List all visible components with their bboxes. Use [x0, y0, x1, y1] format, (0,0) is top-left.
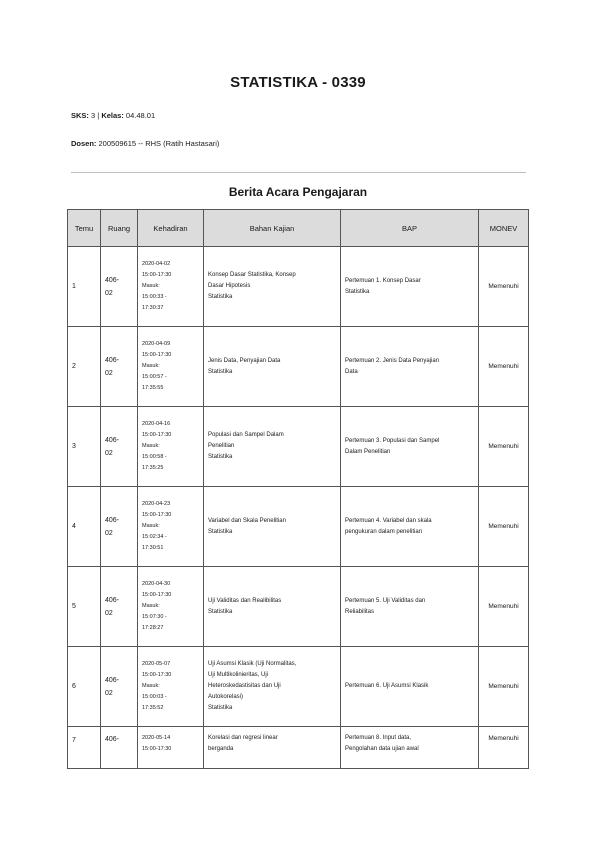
kehadiran-cell-line: 2020-04-16: [142, 421, 171, 427]
monev-cell: Memenuhi: [479, 247, 529, 327]
kehadiran-cell-line: Masuk:: [142, 363, 160, 369]
table-row: [68, 407, 529, 487]
kehadiran-cell-line: 2020-04-09: [142, 341, 171, 347]
kehadiran-cell: [138, 647, 204, 727]
ruang-cell: [101, 647, 138, 727]
bap-cell-line: Pertemuan 4. Variabel dan skala: [345, 517, 432, 524]
monev-cell: Memenuhi: [479, 327, 529, 407]
kehadiran-cell-line: 15:00-17:30: [142, 512, 172, 518]
course-title: STATISTIKA - 0339: [230, 74, 366, 91]
bahan-kajian-cell-line: berganda: [208, 746, 234, 752]
monev-cell: Memenuhi: [479, 647, 529, 727]
kehadiran-cell: [138, 247, 204, 327]
kehadiran-cell-line: 15:00:03 -: [142, 694, 167, 700]
bap-cell-line: pengukuran dalam penelitian: [345, 528, 423, 535]
bap-cell-line: Reliabilitas: [345, 608, 375, 615]
temu-cell: 3: [68, 407, 101, 487]
ruang-cell: [101, 487, 138, 567]
ruang-cell-line: 02: [105, 609, 113, 617]
kehadiran-cell-line: 17:35:25: [142, 465, 164, 471]
ruang-cell-line: 406-: [105, 356, 120, 364]
temu-cell: 7: [68, 727, 101, 769]
column-header-kehadiran: Kehadiran: [138, 210, 204, 247]
ruang-cell-line: 02: [105, 289, 113, 297]
kehadiran-cell-line: 17:28:27: [142, 625, 164, 631]
sks-label: SKS:: [71, 111, 89, 120]
ruang-cell-line: 02: [105, 689, 113, 697]
column-header-ruang: Ruang: [101, 210, 138, 247]
bap-cell: [341, 247, 479, 327]
bahan-kajian-cell-line: Autokorelasi): [208, 694, 244, 700]
attendance-table: [67, 209, 529, 769]
column-header-temu: Temu: [68, 210, 101, 247]
table-row: [68, 247, 529, 327]
temu-cell: 4: [68, 487, 101, 567]
kehadiran-cell-line: 15:02:34 -: [142, 534, 167, 540]
bap-cell-line: Pertemuan 3. Populasi dan Sampel: [345, 437, 440, 444]
kehadiran-cell-line: 15:00-17:30: [142, 672, 172, 678]
bahan-kajian-cell-line: Konsep Dasar Statistika, Konsep: [208, 272, 296, 278]
bahan-kajian-cell: [204, 487, 341, 567]
kehadiran-cell: [138, 567, 204, 647]
ruang-cell: [101, 407, 138, 487]
kehadiran-cell-line: 15:07:30 -: [142, 614, 167, 620]
column-header-bahan-kajian: Bahan Kajian: [204, 210, 341, 247]
kehadiran-cell-line: Masuk:: [142, 443, 160, 449]
dosen-label: Dosen:: [71, 139, 97, 148]
kehadiran-cell-line: 2020-04-30: [142, 581, 171, 587]
table-row: [68, 567, 529, 647]
bahan-kajian-cell: [204, 407, 341, 487]
bap-cell-line: Pertemuan 5. Uji Validitas dan: [345, 597, 426, 604]
temu-cell: 6: [68, 647, 101, 727]
kehadiran-cell-line: 15:00:58 -: [142, 454, 167, 460]
ruang-cell-line: 02: [105, 529, 113, 537]
kehadiran-cell-line: 15:00:33 -: [142, 294, 167, 300]
bap-cell-line: Data: [345, 368, 358, 375]
table-header-row: [68, 210, 529, 247]
ruang-cell: [101, 727, 138, 769]
bahan-kajian-cell: [204, 727, 341, 769]
ruang-cell: [101, 247, 138, 327]
kehadiran-cell-line: 15:00-17:30: [142, 592, 172, 598]
kehadiran-cell-line: 15:00-17:30: [142, 272, 172, 278]
course-info: [71, 111, 155, 120]
table-row: [68, 727, 529, 769]
temu-cell: 5: [68, 567, 101, 647]
kehadiran-cell-line: Masuk:: [142, 523, 160, 529]
ruang-cell-line: 02: [105, 449, 113, 457]
bahan-kajian-cell-line: Statistika: [208, 454, 233, 460]
section-title: Berita Acara Pengajaran: [228, 185, 368, 199]
kehadiran-cell: [138, 487, 204, 567]
monev-cell: Memenuhi: [479, 407, 529, 487]
bahan-kajian-cell-line: Uji Multikolinieritas, Uji: [208, 672, 269, 678]
kehadiran-cell: [138, 727, 204, 769]
bap-cell-line: Pertemuan 2. Jenis Data Penyajian: [345, 357, 440, 364]
bahan-kajian-cell: [204, 327, 341, 407]
dosen-value: 200509615 -- RHS (Ratih Hastasari): [98, 139, 220, 148]
bap-cell: [341, 487, 479, 567]
temu-cell: 2: [68, 327, 101, 407]
bahan-kajian-cell: [204, 567, 341, 647]
kehadiran-cell-line: 17:35:55: [142, 385, 164, 391]
kehadiran-cell: [138, 407, 204, 487]
kehadiran-cell-line: 15:00:57 -: [142, 374, 167, 380]
table-row: [68, 487, 529, 567]
kehadiran-cell-line: 2020-04-23: [142, 501, 171, 507]
bap-cell: [341, 567, 479, 647]
monev-cell: Memenuhi: [479, 727, 529, 769]
bap-cell-line: Dalam Penelitian: [345, 448, 391, 455]
kehadiran-cell-line: 2020-04-02: [142, 261, 171, 267]
ruang-cell: [101, 327, 138, 407]
bahan-kajian-cell-line: Dasar Hipotesis: [208, 283, 251, 289]
column-header-bap: BAP: [341, 210, 479, 247]
table-row: [68, 647, 529, 727]
kehadiran-cell-line: 2020-05-14: [142, 735, 171, 741]
temu-cell: 1: [68, 247, 101, 327]
bap-cell-line: Pertemuan 1. Konsep Dasar: [345, 277, 421, 284]
bap-cell: [341, 407, 479, 487]
kelas-value: 04.48.01: [125, 111, 156, 120]
bahan-kajian-cell-line: Populasi dan Sampel Dalam: [208, 432, 284, 438]
bahan-kajian-cell-line: Penelitian: [208, 443, 235, 449]
bap-cell: [341, 647, 479, 727]
kehadiran-cell-line: 17:30:37: [142, 305, 164, 311]
monev-cell: Memenuhi: [479, 567, 529, 647]
bahan-kajian-cell-line: Statistika: [208, 368, 233, 375]
bap-cell-line: Pertemuan 6. Uji Asumsi Klasik: [345, 683, 429, 689]
kehadiran-cell-line: 17:30:51: [142, 545, 164, 551]
bahan-kajian-cell-line: Statistika: [208, 528, 233, 535]
bahan-kajian-cell-line: Korelasi dan regresi linear: [208, 735, 278, 741]
bahan-kajian-cell: [204, 247, 341, 327]
kehadiran-cell-line: 2020-05-07: [142, 661, 171, 667]
ruang-cell-line: 406-: [105, 276, 120, 284]
ruang-cell-line: 02: [105, 369, 113, 377]
ruang-cell-line: 406-: [105, 736, 120, 743]
bahan-kajian-cell-line: Variabel dan Skala Penelitian: [208, 517, 286, 524]
bahan-kajian-cell-line: Statistika: [208, 294, 233, 300]
ruang-cell-line: 406-: [105, 596, 120, 604]
divider: [71, 172, 526, 173]
kehadiran-cell: [138, 327, 204, 407]
kelas-label: Kelas:: [101, 111, 124, 120]
lecturer-info: [71, 139, 219, 148]
bap-cell-line: Pertemuan 8. Input data,: [345, 735, 412, 741]
table-row: [68, 327, 529, 407]
ruang-cell-line: 406-: [105, 676, 120, 684]
bahan-kajian-cell-line: Uji Validitas dan Realibilitas: [208, 597, 282, 604]
bap-cell: [341, 327, 479, 407]
ruang-cell-line: 406-: [105, 436, 120, 444]
bahan-kajian-cell-line: Heteroskedastisitas dan Uji: [208, 683, 281, 689]
ruang-cell-line: 406-: [105, 516, 120, 524]
bahan-kajian-cell-line: Statistika: [208, 608, 233, 615]
kehadiran-cell-line: 17:35:52: [142, 705, 164, 711]
column-header-monev: MONEV: [479, 210, 529, 247]
monev-cell: Memenuhi: [479, 487, 529, 567]
ruang-cell: [101, 567, 138, 647]
bap-cell-line: Pengolahan data ujian awal: [345, 746, 419, 752]
kehadiran-cell-line: Masuk:: [142, 283, 160, 289]
sks-value: 3 |: [91, 111, 100, 120]
bap-cell: [341, 727, 479, 769]
bahan-kajian-cell-line: Statistika: [208, 705, 233, 711]
bap-cell-line: Statistika: [345, 288, 370, 295]
kehadiran-cell-line: 15:00-17:30: [142, 352, 172, 358]
bahan-kajian-cell-line: Jenis Data, Penyajian Data: [208, 357, 281, 364]
kehadiran-cell-line: 15:00-17:30: [142, 432, 172, 438]
kehadiran-cell-line: Masuk:: [142, 603, 160, 609]
kehadiran-cell-line: 15:00-17:30: [142, 746, 172, 752]
bahan-kajian-cell-line: Uji Asumsi Klasik (Uji Normalitas,: [208, 661, 297, 667]
bahan-kajian-cell: [204, 647, 341, 727]
kehadiran-cell-line: Masuk:: [142, 683, 160, 689]
